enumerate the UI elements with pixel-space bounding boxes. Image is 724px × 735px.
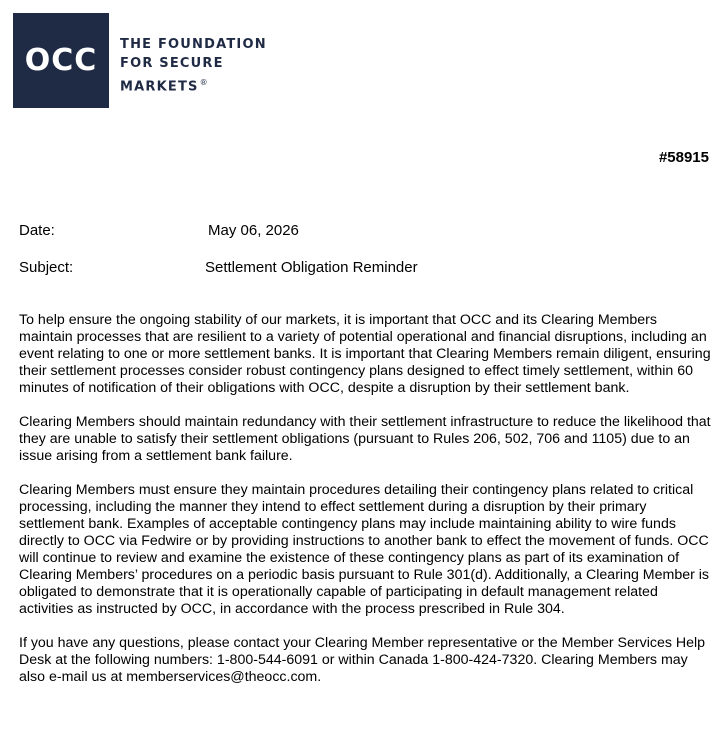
date-value: May 06, 2026: [208, 222, 299, 239]
body-paragraph: Clearing Members should maintain redundancy with their settlement infrastructure to reduce the likelihood that they are unable to satisfy their settlement obligations (pursuant to Rules 206, 502, 706 and 1105) due to an issue arising from a settlement bank failure.: [19, 414, 711, 464]
date-label: Date:: [19, 222, 55, 239]
tagline-line-2: FOR SECURE: [120, 56, 224, 71]
memo-number: #58915: [658, 149, 709, 166]
tagline-line-3-text: MARKETS: [120, 79, 199, 95]
memo-body: [19, 312, 711, 703]
occ-logo: [13, 13, 109, 108]
tagline-line-1: THE FOUNDATION: [120, 37, 267, 52]
subject-value: Settlement Obligation Reminder: [205, 259, 418, 276]
logo-text: OCC: [24, 43, 98, 78]
body-paragraph: To help ensure the ongoing stability of our markets, it is important that OCC and its Clearing Members maintain processes that are resilient to a variety of potential operational and financial disruptions, including an event relating to one or more settlement banks. It is important that Clearing Members remain diligent, ensuring their settlement processes consider robust contingency plans designed to effect timely settlement, within 60 minutes of notification of their obligations with OCC, despite a disruption by their settlement bank.: [19, 312, 711, 396]
registered-mark: ®: [199, 78, 208, 87]
subject-label: Subject:: [19, 259, 74, 276]
logo-tagline: [120, 35, 267, 96]
body-paragraph: Clearing Members must ensure they maintain procedures detailing their contingency plans related to critical processing, including the manner they intend to effect settlement during a disruption by their primary settlement bank. Examples of acceptable contingency plans may include maintaining ability to wire funds directly to OCC via Fedwire or by providing instructions to another bank to effect the movement of funds. OCC will continue to review and examine the existence of these contingency plans as part of its examination of Clearing Members’ procedures on a periodic basis pursuant to Rule 301(d). Additionally, a Clearing Member is obligated to demonstrate that it is operationally capable of participating in default management related activities as instructed by OCC, in accordance with the process prescribed in Rule 304.: [19, 482, 710, 617]
tagline-line-3: [120, 73, 267, 96]
body-paragraph: If you have any questions, please contact your Clearing Member representative or the Member Services Help Desk at the following numbers: 1-800-544-6091 or within Canada 1-800-424-7320. Clearing Members may also e-mail us at memberservices@theocc.com.: [19, 635, 706, 685]
